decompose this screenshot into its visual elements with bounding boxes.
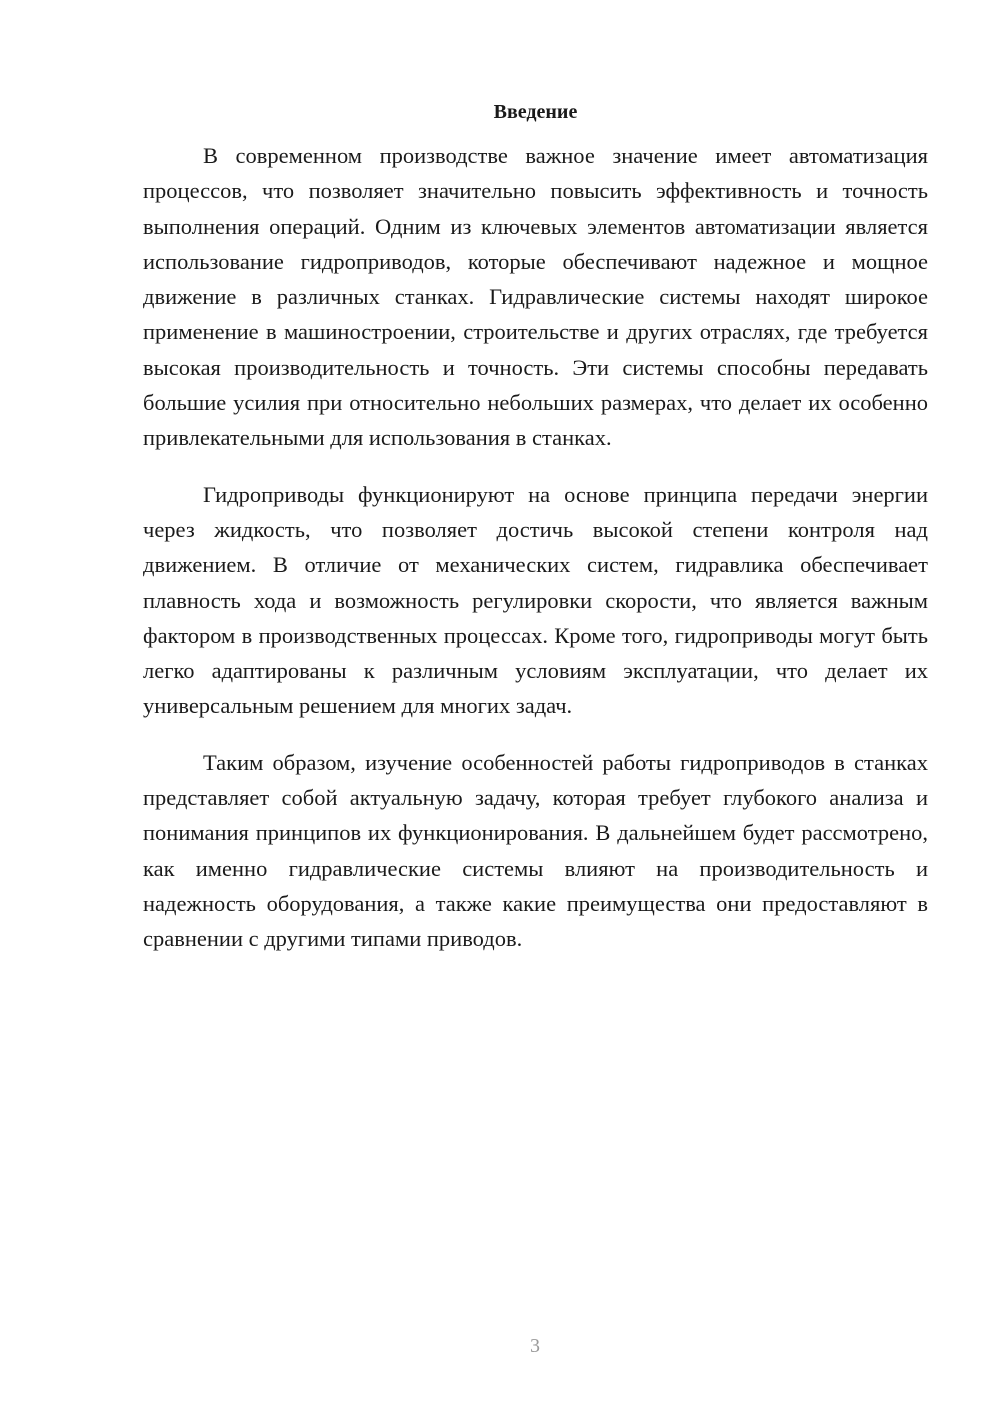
section-heading: Введение [493, 101, 578, 123]
paragraph-1: В современном производстве важное значение имеет автоматизация процессов, что позволяет значительно повысить эффективность и точность выполнения операций. Одним из ключевых элементов автоматизации является использование гидроприводов, которые обеспечивают надежное и мощное движение в различных станках. Гидравлические системы находят широкое применение в машиностроении, строительстве и других отраслях, где требуется высокая производительность и точность. Эти системы способны передавать большие усилия при относительно небольших размерах, что делает их особенно привлекательными для использования в станках. [143, 143, 928, 451]
paragraph-2: Гидроприводы функционируют на основе принципа передачи энергии через жидкость, что позволяет достичь высокой степени контроля над движением. В отличие от механических систем, гидравлика обеспечивает плавность хода и возможность регулировки скорости, что является важным фактором в производственных процессах. Кроме того, гидроприводы могут быть легко адаптированы к различным условиям эксплуатации, что делает их универсальным решением для многих задач. [143, 481, 928, 719]
page-number: 3 [530, 1335, 540, 1357]
page-content [143, 98, 928, 957]
paragraph-3: Таким образом, изучение особенностей работы гидроприводов в станках представляет собой актуальную задачу, которая требует глубокого анализа и понимания принципов их функционирования. В дальнейшем будет рассмотрено, как именно гидравлические системы влияют на производительность и надежность оборудования, а также какие преимущества они предоставляют в сравнении с другими типами приводов. [143, 749, 928, 952]
